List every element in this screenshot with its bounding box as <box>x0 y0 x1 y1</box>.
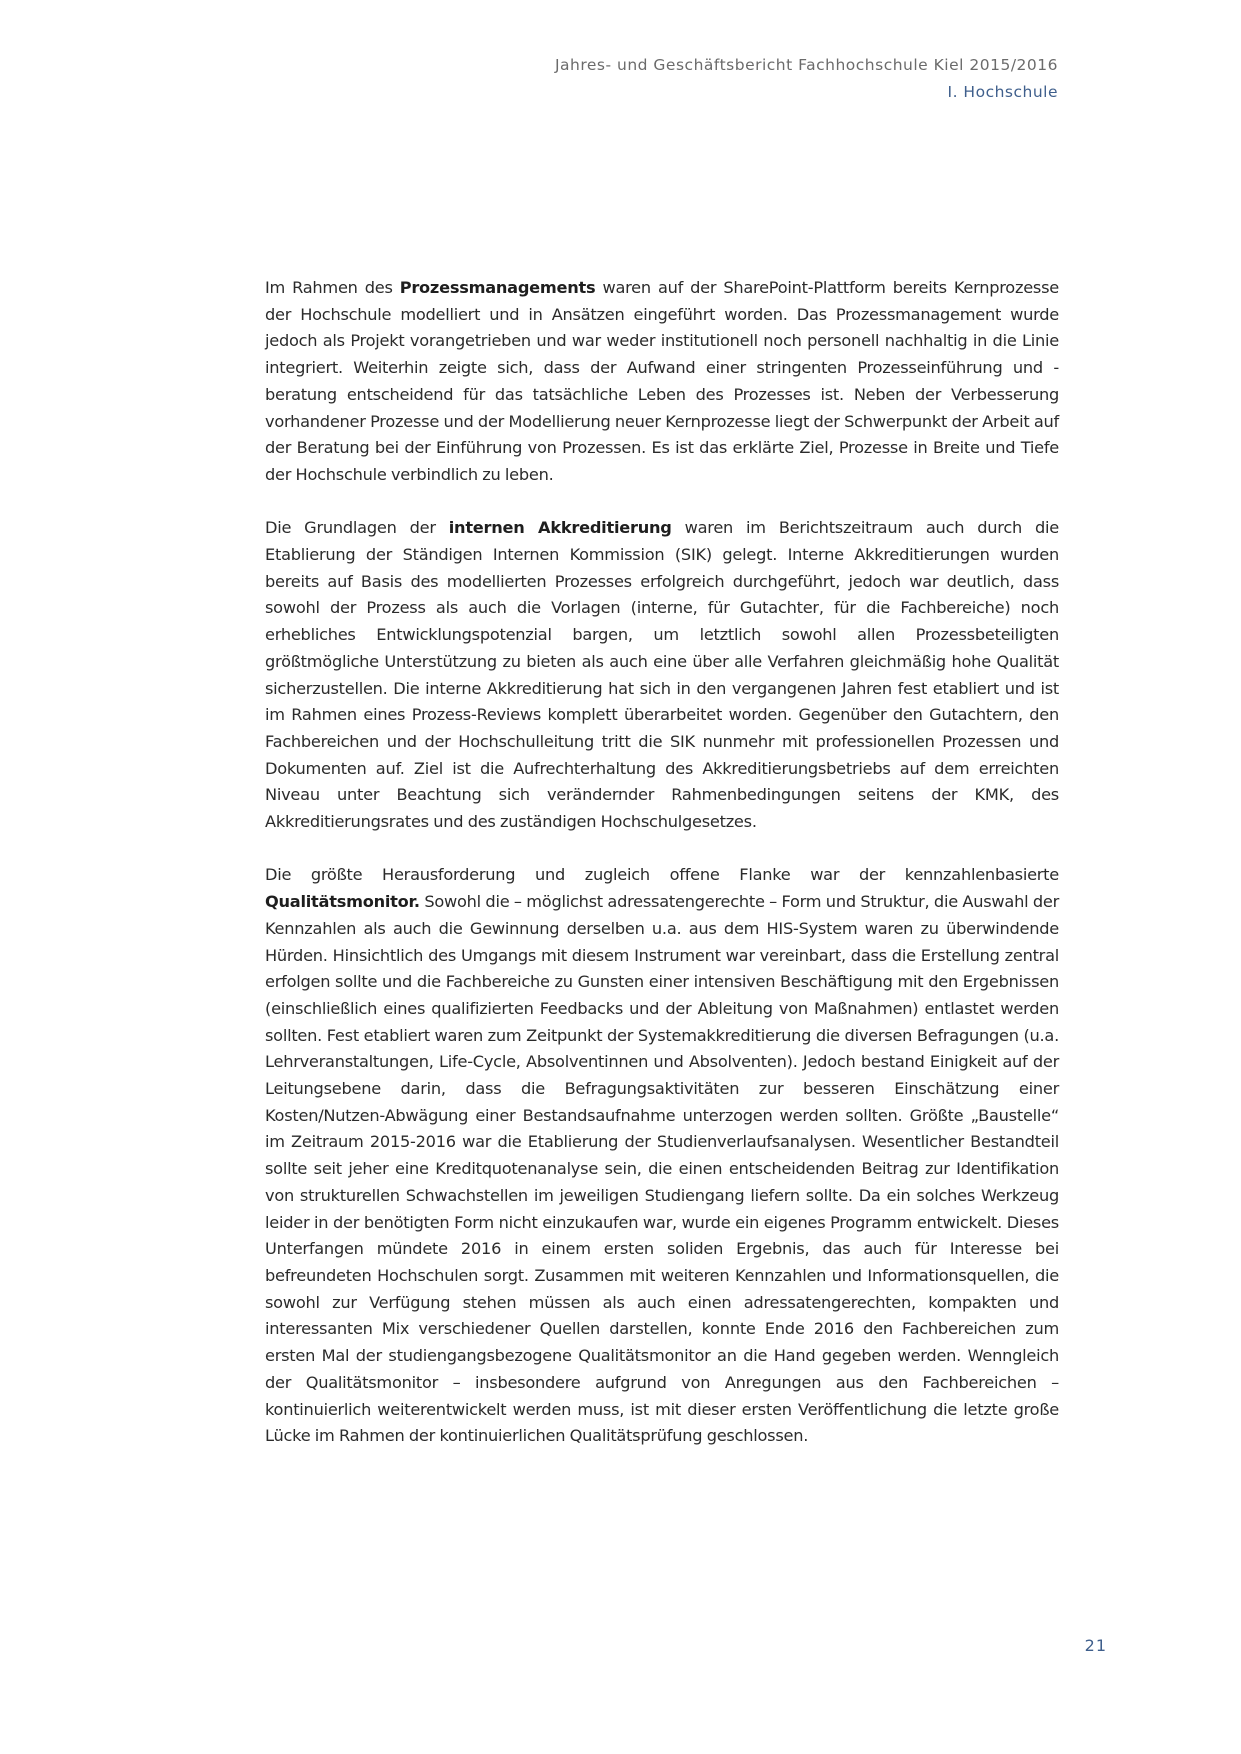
page-number: 21 <box>1084 1636 1107 1655</box>
paragraph-text: waren auf der SharePoint-Plattform bereits Kernprozesse der Hochschule modelliert und in Ansätzen eingeführt worden. Das Prozessmanagement wurde jedoch als Projekt vorangetrieben und war weder institutionell noch personell nachhaltig in die Linie integriert. Weiterhin zeigte sich, dass der Aufwand einer stringenten Prozesseinführung und -beratung entscheidend für das tatsächliche Leben des Prozesses ist. Neben der Verbesserung vorhandener Prozesse und der Modellierung neuer Kernprozesse liegt der Schwerpunkt der Arbeit auf der Beratung bei der Einführung von Prozessen. Es ist das erklärte Ziel, Prozesse in Breite und Tiefe der Hochschule verbindlich zu leben. <box>265 278 1059 484</box>
paragraph-prozessmanagement <box>265 275 1059 489</box>
paragraph-qualitaetsmonitor <box>265 862 1059 1449</box>
running-header <box>555 52 1058 106</box>
body-text <box>265 275 1059 1477</box>
paragraph-text: Im Rahmen des <box>265 278 400 297</box>
paragraph-keyword: internen Akkreditierung <box>448 518 672 538</box>
paragraph-keyword: Prozessmanagements <box>399 278 596 297</box>
paragraph-interne-akkreditierung <box>265 515 1059 835</box>
paragraph-text: waren im Berichtszeitraum auch durch die Etablierung der Ständigen Internen Kommission (SIK) gelegt. Interne Akkreditierungen wurden bereits auf Basis des modellierten Prozesses erfolgreich durchgeführt, jedoch war deutlich, dass sowohl der Prozess als auch die Vorlagen (interne, für Gutachter, für die Fachbereiche) noch erhebliches Entwicklungspotenzial bargen, um letztlich sowohl allen Prozessbeteiligten größtmögliche Unterstützung zu bieten als auch eine über alle Verfahren gleichmäßig hohe Qualität sicherzustellen. Die interne Akkreditierung hat sich in den vergangenen Jahren fest etabliert und ist im Rahmen eines Prozess-Reviews komplett überarbeitet worden. Gegenüber den Gutachtern, den Fachbereichen und der Hochschulleitung tritt die SIK nunmehr mit professionellen Prozessen und Dokumenten auf. Ziel ist die Aufrechterhaltung des Akkreditierungsbetriebs auf dem erreichten Niveau unter Beachtung sich verändernder Rahmenbedingungen seitens der KMK, des Akkreditierungsrates und des zuständigen Hochschulgesetzes. <box>265 518 1059 832</box>
report-title: Jahres- und Geschäftsbericht Fachhochschule Kiel 2015/2016 <box>554 56 1058 74</box>
paragraph-text: Die größte Herausforderung und zugleich offene Flanke war der kennzahlenbasierte <box>265 865 1059 885</box>
paragraph-text: Die Grundlagen der <box>265 518 449 538</box>
paragraph-text: Sowohl die – möglichst adressatengerechte – Form und Struktur, die Auswahl der Kennzahlen als auch die Gewinnung derselben u.a. aus dem HIS-System waren zu überwindende Hürden. Hinsichtlich des Umgangs mit diesem Instrument war vereinbart, dass die Erstellung zentral erfolgen sollte und die Fachbereiche zu Gunsten einer intensiven Beschäftigung mit den Ergebnissen (einschließlich eines qualifizierten Feedbacks und der Ableitung von Maßnahmen) entlastet werden sollten. Fest etabliert waren zum Zeitpunkt der Systemakkreditierung die diversen Befragungen (u.a. Lehrveranstaltungen, Life-Cycle, Absolventinnen und Absolventen). Jedoch bestand Einigkeit auf der Leitungsebene darin, dass die Befragungsaktivitäten zur besseren Einschätzung einer Kosten/Nutzen-Abwägung einer Bestandsaufnahme unterzogen werden sollten. Größte „Baustelle“ im Zeitraum 2015-2016 war die Etablierung der Studienverlaufsanalysen. Wesentlicher Bestandteil sollte seit jeher eine Kreditquotenanalyse sein, die einen entscheidenden Beitrag zur Identifikation von strukturellen Schwachstellen im jeweiligen Studiengang liefern sollte. Da ein solches Werkzeug leider in der benötigten Form nicht einzukaufen war, wurde ein eigenes Programm entwickelt. Dieses Unterfangen mündete 2016 in einem ersten soliden Ergebnis, das auch für Interesse bei befreundeten Hochschulen sorgt. Zusammen mit weiteren Kennzahlen und Informationsquellen, die sowohl zur Verfügung stehen müssen als auch einen adressatengerechten, kompakten und interessanten Mix verschiedener Quellen darstellen, konnte Ende 2016 den Fachbereichen zum ersten Mal der studiengangsbezogene Qualitätsmonitor an die Hand gegeben werden. Wenngleich der Qualitätsmonitor – insbesondere aufgrund von Anregungen aus den Fachbereichen – kontinuierlich weiterentwickelt werden muss, ist mit dieser ersten Veröffentlichung die letzte große Lücke im Rahmen der kontinuierlichen Qualitätsprüfung geschlossen. <box>265 892 1059 1446</box>
paragraph-keyword: Qualitätsmonitor. <box>265 892 420 912</box>
section-label: I. Hochschule <box>947 83 1058 101</box>
